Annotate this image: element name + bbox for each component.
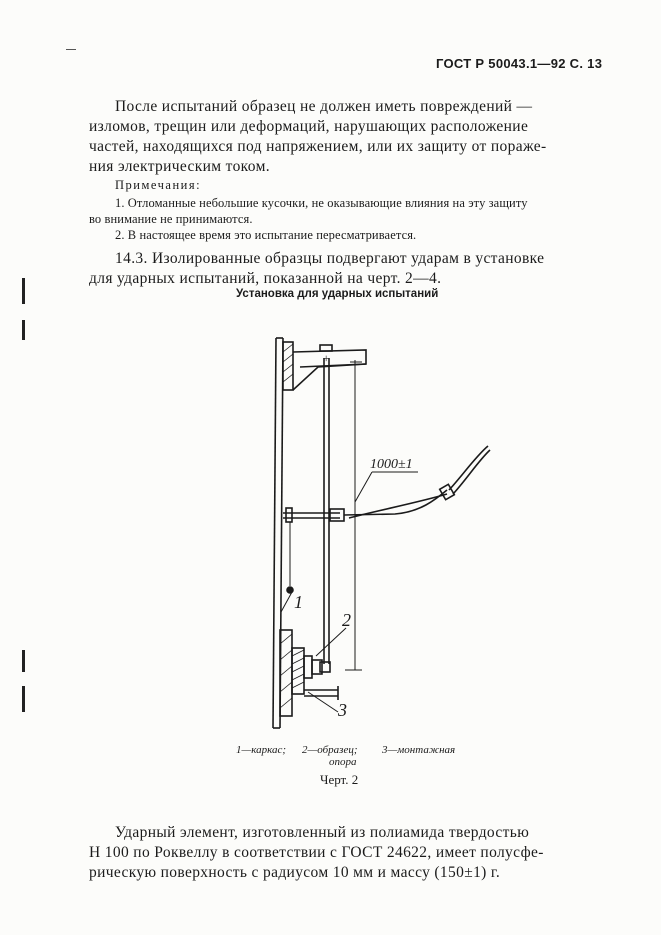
text-line: 14.3. Изолированные образцы подвергают ударам в установке bbox=[115, 250, 545, 267]
note-line: 1. Отломанные небольшие кусочки, не оказывающие влияния на эту защиту bbox=[115, 196, 528, 210]
caption-item: 2—образец; bbox=[302, 744, 358, 756]
arm-clamp bbox=[330, 509, 344, 521]
release-cord bbox=[449, 446, 488, 490]
caption-item: 1—каркас; bbox=[236, 744, 287, 756]
text-line: рическую поверхность с радиусом 10 мм и массу (150±1) г. bbox=[89, 864, 501, 881]
text-line: частей, находящихся под напряжением, или их защиту от пораже- bbox=[89, 138, 547, 155]
leader-1 bbox=[281, 592, 292, 612]
text-line: изломов, трещин или деформаций, нарушающих расположение bbox=[89, 118, 529, 135]
dimension-leader bbox=[355, 472, 372, 502]
text-line: Ударный элемент, изготовленный из полиамида твердостью bbox=[115, 824, 530, 841]
figure-number: Черт. 2 bbox=[320, 772, 359, 787]
label-support: 3 bbox=[338, 700, 347, 720]
arm-collar bbox=[286, 508, 292, 522]
top-mount bbox=[283, 342, 293, 390]
text-line: Н 100 по Роквеллу в соответствии с ГОСТ 24622, имеет полусфе- bbox=[89, 844, 544, 861]
leader-3 bbox=[308, 692, 338, 712]
lower-mount-hatch bbox=[280, 634, 292, 708]
top-mount-hatch bbox=[283, 344, 293, 382]
frame-line bbox=[273, 338, 276, 728]
caption-item: 3—монтажная bbox=[382, 744, 456, 756]
figure-title: Установка для ударных испытаний bbox=[236, 288, 439, 300]
dimension-label: 1000±1 bbox=[370, 457, 413, 472]
label-specimen: 2 bbox=[342, 610, 351, 630]
specimen bbox=[304, 656, 312, 678]
note-line: во внимание не принимаются. bbox=[89, 212, 253, 226]
release-cord bbox=[453, 450, 490, 494]
pivot-plus: + bbox=[322, 351, 331, 365]
text-line: После испытаний образец не должен иметь повреждений — bbox=[115, 98, 533, 115]
leader-2 bbox=[316, 628, 346, 656]
text-line: ния электрическим током. bbox=[89, 158, 270, 175]
text-line: для ударных испытаний, показанной на черт. 2—4. bbox=[89, 270, 442, 287]
caption-continuation: опора bbox=[329, 756, 357, 768]
page-header: ГОСТ Р 50043.1—92 С. 13 bbox=[436, 56, 603, 71]
note-line: 2. В настоящее время это испытание пересматривается. bbox=[115, 228, 417, 242]
notes-heading: Примечания: bbox=[115, 178, 202, 192]
label-frame: 1 bbox=[294, 592, 303, 612]
specimen-hatch bbox=[292, 650, 304, 688]
